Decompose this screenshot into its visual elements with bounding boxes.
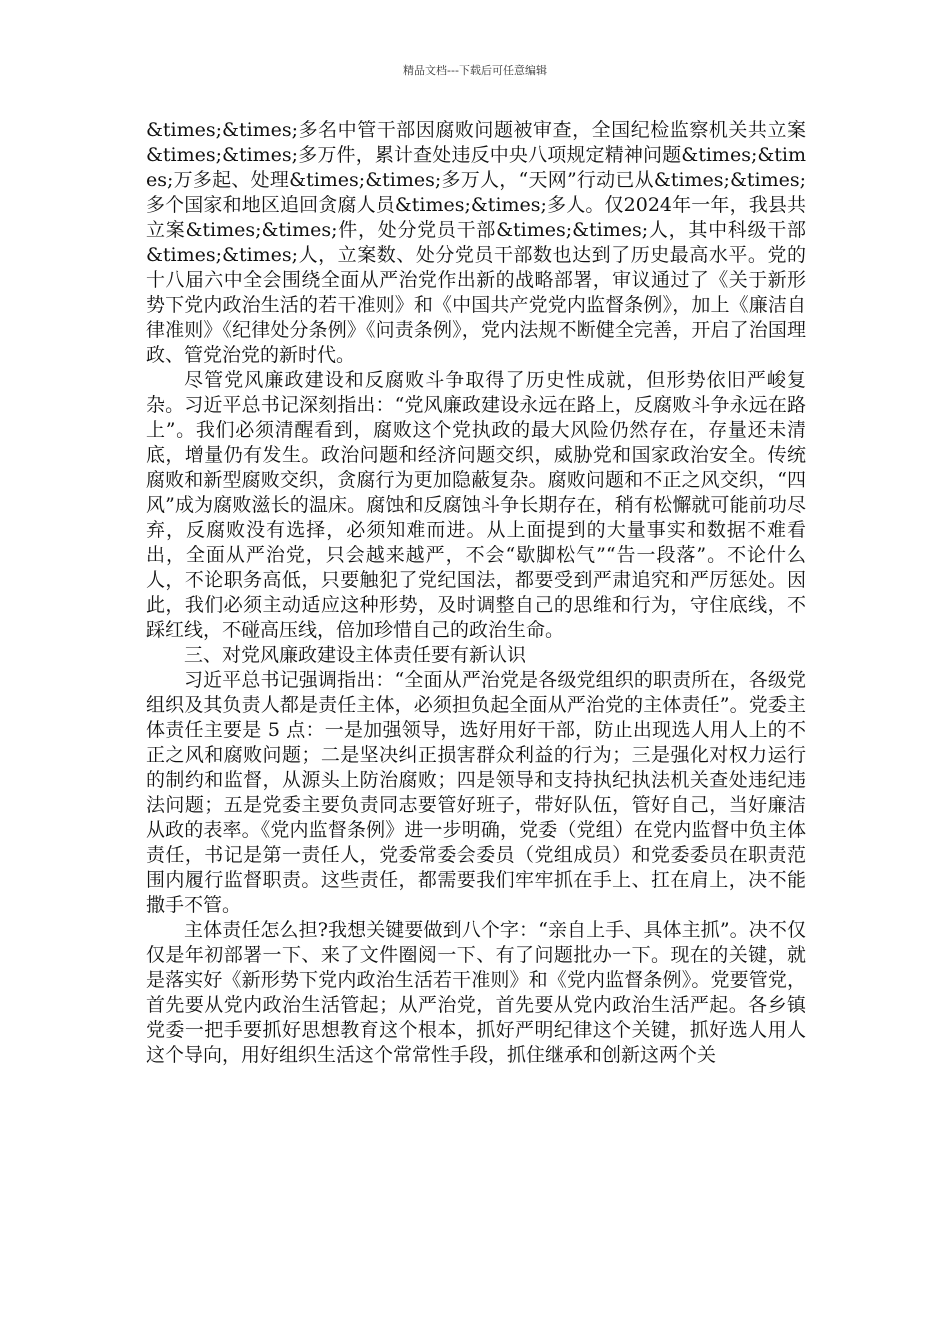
paragraph-2: 尽管党风廉政建设和反腐败斗争取得了历史性成就，但形势依旧严峻复杂。习近平总书记深刻指出：“党风廉政建设永远在路上，反腐败斗争永远在路上”。我们必须清醒看到，腐败这个党执政的最大风险仍然存在，存量还未清底，增量仍有发生。政治问题和经济问题交织，威胁党和国家政治安全。传统腐败和新型腐败交织，贪腐行为更加隐蔽复杂。腐败问题和不正之风交织，“四风”成为腐败滋长的温床。腐蚀和反腐蚀斗争长期存在，稍有松懈就可能前功尽弃，反腐败没有选择，必须知难而进。从上面提到的大量事实和数据不难看出，全面从严治党，只会越来越严，不会“歇脚松气”“告一段落”。不论什么人，不论职务高低，只要触犯了党纪国法，都要受到严肃追究和严厉惩处。因此，我们必须主动适应这种形势，及时调整自己的思维和行为，守住底线，不踩红线，不碰高压线，倍加珍惜自己的政治生命。 <box>146 369 806 641</box>
page-header: 精品文档---下载后可任意编辑 <box>403 64 547 77</box>
paragraph-3: 习近平总书记强调指出：“全面从严治党是各级党组织的职责所在，各级党组织及其负责人都是责任主体，必须担负起全面从严治党的主体责任”。党委主体责任主要是 5 点：一是加强领导，选好用好干部，防止出现选人用人上的不正之风和腐败问题；二是坚决纠正损害群众利益的行为；三是强化对权力运行的制约和监督，从源头上防治腐败；四是领导和支持执纪执法机关查处违纪违法问题；五是党委主要负责同志要管好班子，带好队伍，管好自己，当好廉洁从政的表率。《党内监督条例》进一步明确，党委（党组）在党内监督中负主体责任，书记是第一责任人，党委常委会委员（党组成员）和党委委员在职责范围内履行监督职责。这些责任，都需要我们牢牢抓在手上、扛在肩上，决不能撒手不管。 <box>146 669 806 916</box>
paragraph-4: 主体责任怎么担?我想关键要做到八个字：“亲自上手、具体主抓”。决不仅仅是年初部署一下、来了文件圈阅一下、有了问题批办一下。现在的关键，就是落实好《新形势下党内政治生活若干准则》和《党内监督条例》。党要管党，首先要从党内政治生活管起；从严治党，首先要从党内政治生活严起。各乡镇党委一把手要抓好思想教育这个根本，抓好严明纪律这个关键，抓好选人用人这个导向，用好组织生活这个常常性手段，抓住继承和创新这两个关 <box>146 919 806 1066</box>
paragraph-1: &times;&times;多名中管干部因腐败问题被审查，全国纪检监察机关共立案&times;&times;多万件，累计查处违反中央八项规定精神问题&times;&times;万多起、处理&times;&times;多万人，“天网”行动已从&times;&times;多个国家和地区追回贪腐人员&times;&times;多人。仅2024年一年，我县共立案&times;&times;件，处分党员干部&times;&times;人，其中科级干部&times;&times;人，立案数、处分党员干部数也达到了历史最高水平。党的十八届六中全会围绕全面从严治党作出新的战略部署，审议通过了《关于新形势下党内政治生活的若干准则》和《中国共产党党内监督条例》，加上《廉洁自律准则》《纪律处分条例》《问责条例》，党内法规不断健全完善，开启了治国理政、管党治党的新时代。 <box>146 119 806 366</box>
section-heading: 三、对党风廉政建设主体责任要有新认识 <box>184 644 527 666</box>
document-body <box>146 118 806 1068</box>
